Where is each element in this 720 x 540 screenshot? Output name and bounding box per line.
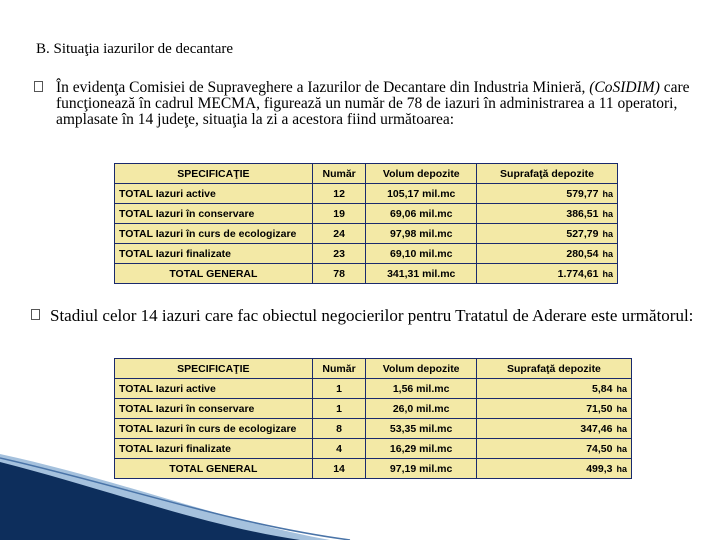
paragraph-evidence	[56, 80, 696, 128]
cell-label: TOTAL Iazuri finalizate	[115, 244, 313, 264]
surface-unit: ha	[602, 188, 613, 199]
surface-unit: ha	[616, 403, 627, 414]
table-row	[115, 224, 618, 244]
header-volume: Volum depozite	[366, 164, 477, 184]
cell-surface	[476, 419, 631, 439]
cell-surface	[477, 224, 618, 244]
table-header-row	[115, 359, 632, 379]
cell-total-label: TOTAL GENERAL	[115, 264, 313, 284]
table-all-ponds	[114, 163, 618, 284]
cell-number: 1	[312, 379, 366, 399]
cell-volume: 1,56 mil.mc	[366, 379, 476, 399]
surface-value: 71,50	[586, 402, 613, 415]
cell-surface	[476, 379, 631, 399]
cell-label: TOTAL Iazuri în conservare	[115, 399, 313, 419]
cell-number: 12	[312, 184, 366, 204]
corner-swoosh-decoration	[0, 440, 720, 540]
cell-total-label: TOTAL GENERAL	[115, 459, 313, 479]
paragraph-stadiul-text: Stadiul celor 14 iazuri care fac obiectul negocierilor pentru Tratatul de Aderare este următorul:	[50, 306, 694, 325]
header-volume: Volum depozite	[366, 359, 476, 379]
section-heading: B. Situaţia iazurilor de decantare	[36, 41, 233, 57]
paragraph-stadiul	[50, 305, 710, 326]
surface-value: 527,79	[566, 227, 599, 240]
paragraph-evidence-part1: În evidenţa Comisiei de Supraveghere a Iazurilor de Decantare din Industria Minieră,	[56, 79, 590, 96]
surface-unit: ha	[616, 383, 627, 394]
cell-label: TOTAL Iazuri în curs de ecologizare	[115, 419, 313, 439]
cell-number: 4	[312, 439, 366, 459]
surface-unit: ha	[616, 443, 627, 454]
bullet-icon	[34, 81, 43, 92]
cell-total-volume: 341,31 mil.mc	[366, 264, 477, 284]
surface-value: 386,51	[566, 207, 599, 220]
cell-volume: 53,35 mil.mc	[366, 419, 476, 439]
table-row	[115, 379, 632, 399]
cell-total-surface	[477, 264, 618, 284]
header-number: Număr	[312, 359, 366, 379]
surface-value: 280,54	[566, 247, 599, 260]
cell-volume: 69,10 mil.mc	[366, 244, 477, 264]
cell-volume: 97,98 mil.mc	[366, 224, 477, 244]
table-row	[115, 184, 618, 204]
header-specification: SPECIFICAŢIE	[115, 359, 313, 379]
header-surface: Suprafaţă depozite	[476, 359, 631, 379]
surface-unit: ha	[602, 228, 613, 239]
cell-volume: 69,06 mil.mc	[366, 204, 477, 224]
cell-number: 24	[312, 224, 366, 244]
table-header-row	[115, 164, 618, 184]
cell-volume: 16,29 mil.mc	[366, 439, 476, 459]
table-row	[115, 419, 632, 439]
surface-value: 74,50	[586, 442, 613, 455]
cell-number: 23	[312, 244, 366, 264]
surface-value: 5,84	[592, 382, 613, 395]
surface-unit: ha	[602, 208, 613, 219]
surface-value: 579,77	[566, 187, 599, 200]
surface-unit: ha	[602, 268, 613, 279]
surface-unit: ha	[616, 423, 627, 434]
cell-surface	[476, 399, 631, 419]
table-row	[115, 204, 618, 224]
cell-label: TOTAL Iazuri finalizate	[115, 439, 313, 459]
cell-total-volume: 97,19 mil.mc	[366, 459, 476, 479]
surface-unit: ha	[602, 248, 613, 259]
cell-volume: 26,0 mil.mc	[366, 399, 476, 419]
cell-label: TOTAL Iazuri active	[115, 184, 313, 204]
paragraph-evidence-italic: (CoSIDIM)	[589, 79, 660, 96]
surface-value: 347,46	[580, 422, 613, 435]
cell-surface	[477, 184, 618, 204]
cell-label: TOTAL Iazuri active	[115, 379, 313, 399]
cell-label: TOTAL Iazuri în curs de ecologizare	[115, 224, 313, 244]
cell-surface	[477, 204, 618, 224]
header-surface: Suprafaţă depozite	[477, 164, 618, 184]
cell-number: 19	[312, 204, 366, 224]
paragraph-evidence-part2: care funcţionează în cadrul MECMA, figurează un număr de 78 de iazuri în administrarea a 11 operatori, amplasate în 14 judeţe, situaţia la zi a acestora fiind următoarea:	[56, 79, 690, 128]
cell-number: 8	[312, 419, 366, 439]
surface-value: 1.774,61	[557, 267, 599, 280]
cell-volume: 105,17 mil.mc	[366, 184, 477, 204]
cell-number: 1	[312, 399, 366, 419]
header-number: Număr	[312, 164, 366, 184]
surface-value: 499,3	[586, 462, 613, 475]
table-row	[115, 244, 618, 264]
table-row	[115, 399, 632, 419]
surface-unit: ha	[616, 463, 627, 474]
cell-label: TOTAL Iazuri în conservare	[115, 204, 313, 224]
bullet-icon	[31, 309, 40, 320]
cell-total-number: 78	[312, 264, 366, 284]
header-specification: SPECIFICAŢIE	[115, 164, 313, 184]
cell-total-number: 14	[312, 459, 366, 479]
cell-surface	[477, 244, 618, 264]
table-total-row	[115, 264, 618, 284]
